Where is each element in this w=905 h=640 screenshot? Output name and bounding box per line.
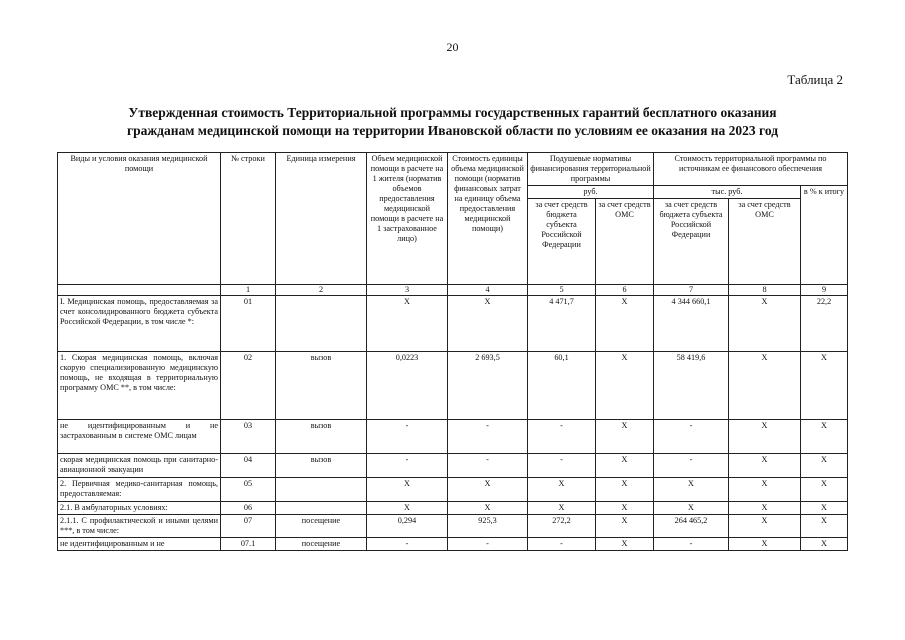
cell-norm-oms: Х xyxy=(596,454,654,478)
title-line-2: гражданам медицинской помощи на территории Ивановской области по условиям ее оказания на 2023 год xyxy=(126,123,779,138)
col-number: 8 xyxy=(729,285,801,296)
cell-cost: 2 693,5 xyxy=(448,352,528,420)
page-number: 20 xyxy=(446,40,459,54)
cell-norm-oms: Х xyxy=(596,538,654,551)
header-percent: в % к итогу xyxy=(801,186,848,285)
cell-norm-budget: Х xyxy=(528,478,596,502)
header-budget-subject-2: за счет средств бюджета субъекта Российской Федерации xyxy=(654,199,729,285)
cell-cost-budget: - xyxy=(654,538,729,551)
col-number xyxy=(58,285,221,296)
cell-name: I. Медицинская помощь, предоставляемая за счет консолидированного бюджета субъекта Российской Федерации, в том числе *: xyxy=(58,296,221,352)
cell-volume: Х xyxy=(367,478,448,502)
cell-volume: 0,0223 xyxy=(367,352,448,420)
header-norms-group: Подушевые нормативы финансирования территориальной программы xyxy=(528,153,654,186)
cell-pct: Х xyxy=(801,538,848,551)
cell-unit: вызов xyxy=(276,420,367,454)
table-row xyxy=(58,502,848,515)
cell-cost: Х xyxy=(448,502,528,515)
cell-cost: Х xyxy=(448,478,528,502)
cell-cost: - xyxy=(448,538,528,551)
cell-name: 2.1.1. С профилактической и иными целями ***, в том числе: xyxy=(58,515,221,538)
col-number: 9 xyxy=(801,285,848,296)
cell-pct: Х xyxy=(801,420,848,454)
cell-cost-oms: Х xyxy=(729,538,801,551)
header-types: Виды и условия оказания медицинской помощи xyxy=(58,153,221,285)
cell-unit xyxy=(276,296,367,352)
cell-norm-oms: Х xyxy=(596,420,654,454)
cell-norm-oms: Х xyxy=(596,296,654,352)
cell-cost-budget: - xyxy=(654,454,729,478)
cell-norm-oms: Х xyxy=(596,515,654,538)
cell-norm-budget: - xyxy=(528,538,596,551)
title-line-1: Утвержденная стоимость Территориальной программы государственных гарантий бесплатного оказания xyxy=(128,105,777,120)
col-number: 5 xyxy=(528,285,596,296)
cell-unit: вызов xyxy=(276,352,367,420)
cell-norm-budget: Х xyxy=(528,502,596,515)
header-row-no: № строки xyxy=(221,153,276,285)
cell-cost-budget: 4 344 660,1 xyxy=(654,296,729,352)
cell-pct: 22,2 xyxy=(801,296,848,352)
cell-cost-oms: Х xyxy=(729,502,801,515)
cell-norm-oms: Х xyxy=(596,478,654,502)
cell-cost-budget: - xyxy=(654,420,729,454)
header-cost-unit: Стоимость единицы объема медицинской помощи (норматив финансовых затрат на единицу объема предоставления медицинской помощи) xyxy=(448,153,528,285)
cell-no: 02 xyxy=(221,352,276,420)
cell-cost-oms: Х xyxy=(729,515,801,538)
cell-name: 1. Скорая медицинская помощь, включая скорую специализированную медицинскую помощь, не входящая в территориальную программу ОМС **, в том числе: xyxy=(58,352,221,420)
cell-unit: посещение xyxy=(276,515,367,538)
cell-volume: - xyxy=(367,454,448,478)
cell-norm-budget: 272,2 xyxy=(528,515,596,538)
cell-cost-budget: 58 419,6 xyxy=(654,352,729,420)
cell-pct: Х xyxy=(801,502,848,515)
col-number: 6 xyxy=(596,285,654,296)
cell-no: 04 xyxy=(221,454,276,478)
cell-cost: - xyxy=(448,454,528,478)
cell-pct: Х xyxy=(801,454,848,478)
col-number: 4 xyxy=(448,285,528,296)
cell-name: не идентифицированным и не застрахованным в системе ОМС лицам xyxy=(58,420,221,454)
cell-no: 05 xyxy=(221,478,276,502)
cell-cost-oms: Х xyxy=(729,454,801,478)
cell-norm-budget: - xyxy=(528,454,596,478)
column-number-row xyxy=(58,285,848,296)
col-number: 1 xyxy=(221,285,276,296)
cell-norm-budget: - xyxy=(528,420,596,454)
table-label: Таблица 2 xyxy=(787,72,843,87)
cell-pct: Х xyxy=(801,478,848,502)
cell-volume: Х xyxy=(367,502,448,515)
cell-cost-budget: 264 465,2 xyxy=(654,515,729,538)
cell-cost-oms: Х xyxy=(729,296,801,352)
cell-cost-oms: Х xyxy=(729,352,801,420)
header-cost-group: Стоимость территориальной программы по источникам ее финансового обеспечения xyxy=(654,153,848,186)
cell-no: 07.1 xyxy=(221,538,276,551)
cell-cost: Х xyxy=(448,296,528,352)
table-row xyxy=(58,352,848,420)
table-row xyxy=(58,515,848,538)
cell-name: 2. Первичная медико-санитарная помощь, предоставляемая: xyxy=(58,478,221,502)
cell-unit xyxy=(276,478,367,502)
cell-no: 03 xyxy=(221,420,276,454)
cell-volume: - xyxy=(367,420,448,454)
cell-volume: Х xyxy=(367,296,448,352)
cell-norm-oms: Х xyxy=(596,352,654,420)
table-row xyxy=(58,296,848,352)
header-oms: за счет средств ОМС xyxy=(596,199,654,285)
cell-unit xyxy=(276,502,367,515)
cell-cost: 925,3 xyxy=(448,515,528,538)
cost-table xyxy=(57,152,848,551)
col-number: 3 xyxy=(367,285,448,296)
table-row xyxy=(58,420,848,454)
table-row xyxy=(58,538,848,551)
cell-norm-oms: Х xyxy=(596,502,654,515)
document-title xyxy=(60,104,845,140)
cell-cost-budget: Х xyxy=(654,502,729,515)
cell-cost-oms: Х xyxy=(729,478,801,502)
header-budget-subject: за счет средств бюджета субъекта Российской Федерации xyxy=(528,199,596,285)
cell-pct: Х xyxy=(801,352,848,420)
cell-no: 01 xyxy=(221,296,276,352)
cell-norm-budget: 60,1 xyxy=(528,352,596,420)
cell-no: 07 xyxy=(221,515,276,538)
col-number: 7 xyxy=(654,285,729,296)
cell-no: 06 xyxy=(221,502,276,515)
cell-name: скорая медицинская помощь при санитарно-авиационной эвакуации xyxy=(58,454,221,478)
cell-cost-budget: Х xyxy=(654,478,729,502)
header-rub: руб. xyxy=(528,186,654,199)
header-oms-2: за счет средств ОМС xyxy=(729,199,801,285)
cell-name: не идентифицированным и не xyxy=(58,538,221,551)
table-row xyxy=(58,478,848,502)
table-row xyxy=(58,454,848,478)
cell-volume: 0,294 xyxy=(367,515,448,538)
header-thousand-rub: тыс. руб. xyxy=(654,186,801,199)
header-volume: Объем медицинской помощи в расчете на 1 жителя (норматив объемов предоставления медицинской помощи в расчете на 1 застрахованное лицо) xyxy=(367,153,448,285)
cell-unit: вызов xyxy=(276,454,367,478)
cell-cost-oms: Х xyxy=(729,420,801,454)
header-unit: Единица измерения xyxy=(276,153,367,285)
cell-volume: - xyxy=(367,538,448,551)
col-number: 2 xyxy=(276,285,367,296)
cell-unit: посещение xyxy=(276,538,367,551)
cell-pct: Х xyxy=(801,515,848,538)
cell-norm-budget: 4 471,7 xyxy=(528,296,596,352)
cell-name: 2.1. В амбулаторных условиях: xyxy=(58,502,221,515)
cell-cost: - xyxy=(448,420,528,454)
